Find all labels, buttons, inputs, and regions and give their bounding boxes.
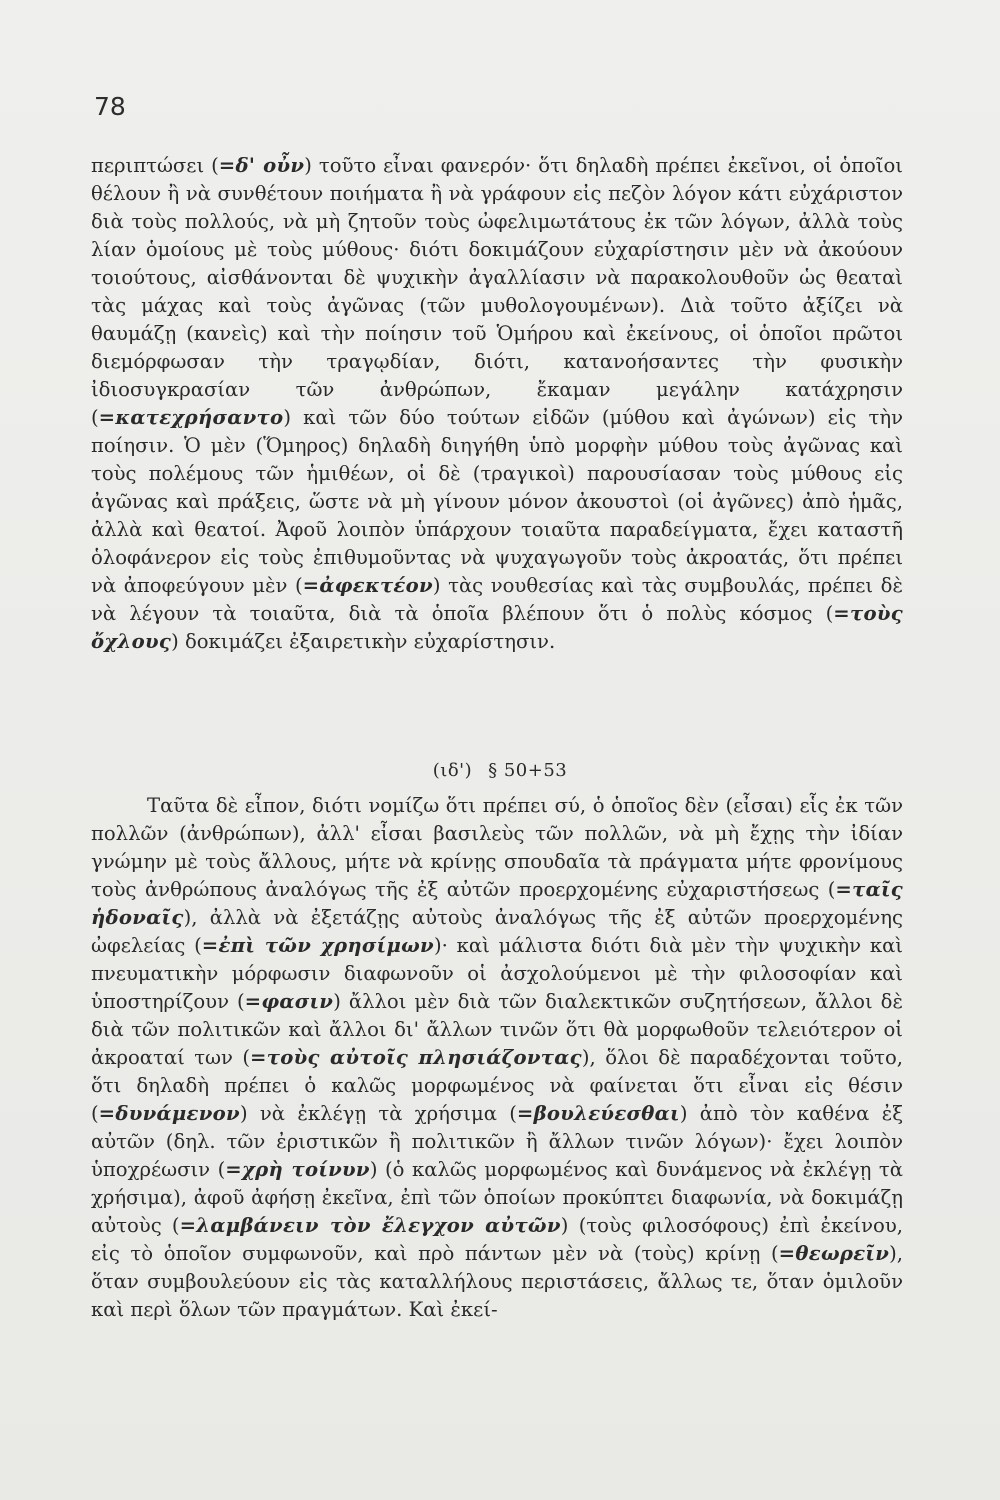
text-run: Ταῦτα δὲ εἶπον, διότι νομίζω ὅτι πρέπει σύ, ὁ ὁποῖος δὲν (εἶσαι) εἷς ἐκ τῶν πολλῶν (ἀνθρώπων), ἀλλ' εἶσαι βασιλεὺς τῶν πολλῶν, νὰ μὴ ἔχῃς τὴν ἰδίαν γνώμην μὲ τοὺς ἄλλους, μήτε νὰ κρίνῃς σπουδαῖα τὰ πράγματα μήτε φρονίμους τοὺς ἀνθρώπους ἀναλόγως τῆς ἐξ αὐτῶν προερχομένης εὐχαριστήσεως ( xyxy=(91,794,903,901)
text-run: ) τοῦτο εἶναι φανερόν· ὅτι δηλαδὴ πρέπει ἐκεῖνοι, οἱ ὁποῖοι θέλουν ἢ νὰ συνθέτουν ποιήματα ἢ νὰ γράφουν εἰς πεζὸν λόγον κάτι εὐχάριστον διὰ τοὺς πολλούς, νὰ μὴ ζητοῦν τοὺς ὠφελιμωτάτους ἐκ τῶν λόγων, ἀλλὰ τοὺς λίαν ὁμοίους μὲ τοὺς μύθους· διότι δοκιμάζουν εὐχαρίστησιν μὲν νὰ ἀκούουν τοιούτους, αἰσθάνονται δὲ ψυχικὴν ἀγαλλίασιν νὰ παρακολουθοῦν ὡς θεαταὶ τὰς μάχας καὶ τοὺς ἀγῶνας (τῶν μυθολογουμένων). Διὰ τοῦτο ἀξίζει νὰ θαυμάζῃ (κανεὶς) καὶ τὴν ποίησιν τοῦ Ὁμήρου καὶ ἐκείνους, οἱ ὁποῖοι πρῶτοι διεμόρφωσαν τὴν τραγῳδίαν, διότι, κατανοήσαντες τὴν φυσικὴν ἰδιοσυγκρασίαν τῶν ἀνθρώπων, ἔκαμαν μεγάλην κατάχρησιν ( xyxy=(91,154,903,429)
gloss-term: =θεωρεῖν xyxy=(778,1242,890,1265)
text-run: περιπτώσει ( xyxy=(91,154,219,177)
text-run: ) ἀπὸ τὸν καθένα ἐξ αὐτῶν (δηλ. τῶν ἐριστικῶν ἢ πολιτικῶν ἢ ἄλλων τινῶν λόγων)· ἔχει λοιπὸν ὑποχρέωσιν ( xyxy=(91,1102,904,1181)
section-heading xyxy=(0,760,1000,781)
gloss-term: =ταῖς ἡδοναῖς xyxy=(91,878,903,929)
paragraph-1 xyxy=(91,152,903,656)
text-run: ) (τοὺς φιλοσόφους) ἐπὶ ἐκείνου, εἰς τὸ ὁποῖον συμφωνοῦν, καὶ πρὸ πάντων μὲν νὰ (τοὺς) κρίνῃ ( xyxy=(91,1214,903,1265)
gloss-term: =δ' οὖν xyxy=(218,154,305,177)
gloss-term: =χρὴ τοίνυν xyxy=(225,1158,370,1181)
text-run: ), ὅλοι δὲ παραδέχονται τοῦτο, ὅτι δηλαδὴ πρέπει ὁ καλῶς μορφωμένος νὰ φαίνεται ὅτι εἶναι εἰς θέσιν ( xyxy=(91,1046,904,1125)
section-heading-range: § 50+53 xyxy=(488,760,568,781)
gloss-term: =βουλεύεσθαι xyxy=(516,1102,680,1125)
gloss-term: =ἀφεκτέον xyxy=(302,574,433,597)
gloss-term: =δυνάμενον xyxy=(98,1102,240,1125)
text-run: ) καὶ τῶν δύο τούτων εἰδῶν (μύθου καὶ ἀγώνων) εἰς τὴν ποίησιν. Ὁ μὲν (Ὅμηρος) δηλαδὴ διηγήθη ὑπὸ μορφὴν μύθου τοὺς ἀγῶνας καὶ τοὺς πολέμους τῶν ἡμιθέων, οἱ δὲ (τραγικοὶ) παρουσίασαν τοὺς μύθους εἰς ἀγῶνας καὶ πράξεις, ὥστε νὰ μὴ γίνουν μόνον ἀκουστοὶ (οἱ ἀγῶνες) ἀπὸ ἡμᾶς, ἀλλὰ καὶ θεατοί. Ἀφοῦ λοιπὸν ὑπάρχουν τοιαῦτα παραδείγματα, ἔχει καταστῆ ὁλοφάνερον εἰς τοὺς ἐπιθυμοῦντας νὰ ψυχαγωγοῦν τοὺς ἀκροατάς, ὅτι πρέπει νὰ ἀποφεύγουν μὲν ( xyxy=(91,406,903,597)
gloss-term: =λαμβάνειν τὸν ἔλεγχον αὐτῶν xyxy=(179,1214,561,1237)
text-run: ) νὰ ἐκλέγῃ τὰ χρήσιμα ( xyxy=(239,1102,517,1125)
text-run: ) (ὁ καλῶς μορφωμένος καὶ δυνάμενος νὰ ἐκλέγῃ τὰ χρήσιμα), ἀφοῦ ἀφήσῃ ἐκεῖνα, ἐπὶ τῶν ὁποίων προκύπτει διαφωνία, νὰ δοκιμάζῃ αὐτοὺς ( xyxy=(91,1158,903,1237)
paragraph-2 xyxy=(91,792,903,1324)
gloss-term: =ἐπὶ τῶν χρησίμων xyxy=(201,934,434,957)
text-run: ) τὰς νουθεσίας καὶ τὰς συμβουλάς, πρέπει δὲ νὰ λέγουν τὰ τοιαῦτα, διὰ τὰ ὁποῖα βλέπουν ὅτι ὁ πολὺς κόσμος ( xyxy=(91,574,903,625)
section-heading-label: (ιδ') xyxy=(432,760,473,781)
gloss-term: =τοὺς ὄχλους xyxy=(91,602,903,653)
gloss-term: =φασιν xyxy=(244,990,334,1013)
text-run: ) ἄλλοι μὲν διὰ τῶν διαλεκτικῶν συζητήσεων, ἄλλοι δὲ διὰ τῶν πολιτικῶν καὶ ἄλλοι δι' ἄλλων τινῶν ὅτι θὰ μορφωθοῦν τελειότερον οἱ ἀκροαταί των ( xyxy=(91,990,903,1069)
gloss-term: =τοὺς αὐτοῖς πλησιάζοντας xyxy=(250,1046,582,1069)
page-number: 78 xyxy=(94,92,126,121)
text-run: ) δοκιμάζει ἐξαιρετικὴν εὐχαρίστησιν. xyxy=(171,630,556,653)
gloss-term: =κατεχρήσαντο xyxy=(98,406,284,429)
text-run: ), ἀλλὰ νὰ ἐξετάζῃς αὐτοὺς ἀναλόγως τῆς ἐξ αὐτῶν προερχομένης ὠφελείας ( xyxy=(91,906,903,957)
text-run: )· καὶ μάλιστα διότι διὰ μὲν τὴν ψυχικὴν καὶ πνευματικὴν μόρφωσιν διαφωνοῦν οἱ ἀσχολούμενοι μὲ τὴν φιλοσοφίαν καὶ ὑποστηρίζουν ( xyxy=(91,934,903,1013)
text-run: ), ὅταν συμβουλεύουν εἰς τὰς καταλλήλους περιστάσεις, ἄλλως τε, ὅταν ὁμιλοῦν καὶ περὶ ὅλων τῶν πραγμάτων. Καὶ ἐκεί- xyxy=(91,1242,903,1321)
